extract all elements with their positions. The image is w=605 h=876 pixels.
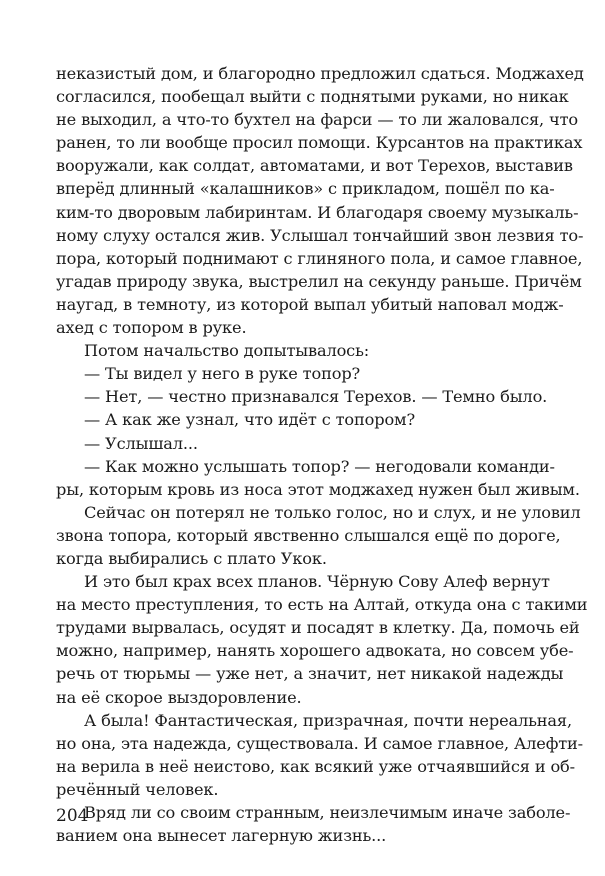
text-line: речь от тюрьмы — уже нет, а значит, нет никакой надежды [56, 664, 564, 684]
text-line: звона топора, который явственно слышался ещё по дороге, [56, 525, 561, 545]
text-line: на её скорое выздоровление. [56, 687, 302, 707]
text-line: ному слуху остался жив. Услышал тончайший звон лезвия то- [56, 225, 584, 245]
text-line: — А как же узнал, что идёт с топором? [84, 410, 416, 430]
text-line: согласился, пообещал выйти с поднятыми руками, но никак [56, 87, 569, 107]
text-line: речённый человек. [56, 779, 219, 799]
text-line: Сейчас он потерял не только голос, но и слух, и не уловил [84, 502, 581, 522]
text-line: Потом начальство допытывалось: [84, 341, 370, 361]
text-line: — Ты видел у него в руке топор? [84, 364, 361, 384]
text-line: на верила в неё неистово, как всякий уже отчаявшийся и об- [56, 756, 575, 776]
text-line: но она, эта надежда, существовала. И самое главное, Алефти- [56, 733, 583, 753]
text-line: трудами вырвалась, осудят и посадят в клетку. Да, помочь ей [56, 618, 580, 638]
text-line: наугад, в темноту, из которой выпал убитый наповал модж- [56, 294, 564, 314]
text-line: И это был крах всех планов. Чёрную Сову Алеф вернут [84, 572, 550, 592]
body-text [56, 62, 588, 847]
text-line: А была! Фантастическая, призрачная, почти нереальная, [84, 710, 572, 730]
text-line: ахед с топором в руке. [56, 318, 247, 338]
text-line: можно, например, нанять хорошего адвоката, но совсем убе- [56, 641, 574, 661]
text-line: угадав природу звука, выстрелил на секунду раньше. Причём [56, 271, 582, 291]
text-line: ванием она вынесет лагерную жизнь... [56, 826, 387, 846]
text-line: на место преступления, то есть на Алтай, откуда она с такими [56, 595, 588, 615]
text-line: ранен, то ли вообще просил помощи. Курсантов на практиках [56, 133, 583, 153]
text-line: Вряд ли со своим странным, неизлечимым иначе заболе- [84, 803, 571, 822]
text-line: ким-то дворовым лабиринтам. И благодаря своему музыкаль- [56, 202, 579, 222]
text-line: — Нет, — честно признавался Терехов. — Темно было. [84, 387, 548, 407]
text-line: — Как можно услышать топор? — негодовали команди- [84, 456, 555, 476]
text-line: вперёд длинный «калашников» с прикладом, пошёл по ка- [56, 179, 555, 199]
page-number: 204 [56, 806, 89, 826]
text-line: вооружали, как солдат, автоматами, и вот Терехов, выставив [56, 156, 573, 176]
text-line: неказистый дом, и благородно предложил сдаться. Моджахед [56, 64, 584, 83]
text-line: ры, которым кровь из носа этот моджахед нужен был живым. [56, 479, 580, 499]
text-line: не выходил, а что-то бухтел на фарси — то ли жаловался, что [56, 110, 579, 130]
text-line: когда выбирались с плато Укок. [56, 548, 327, 568]
text-line: — Услышал... [84, 433, 198, 453]
text-line: пора, который поднимают с глиняного пола, и самое главное, [56, 248, 583, 268]
